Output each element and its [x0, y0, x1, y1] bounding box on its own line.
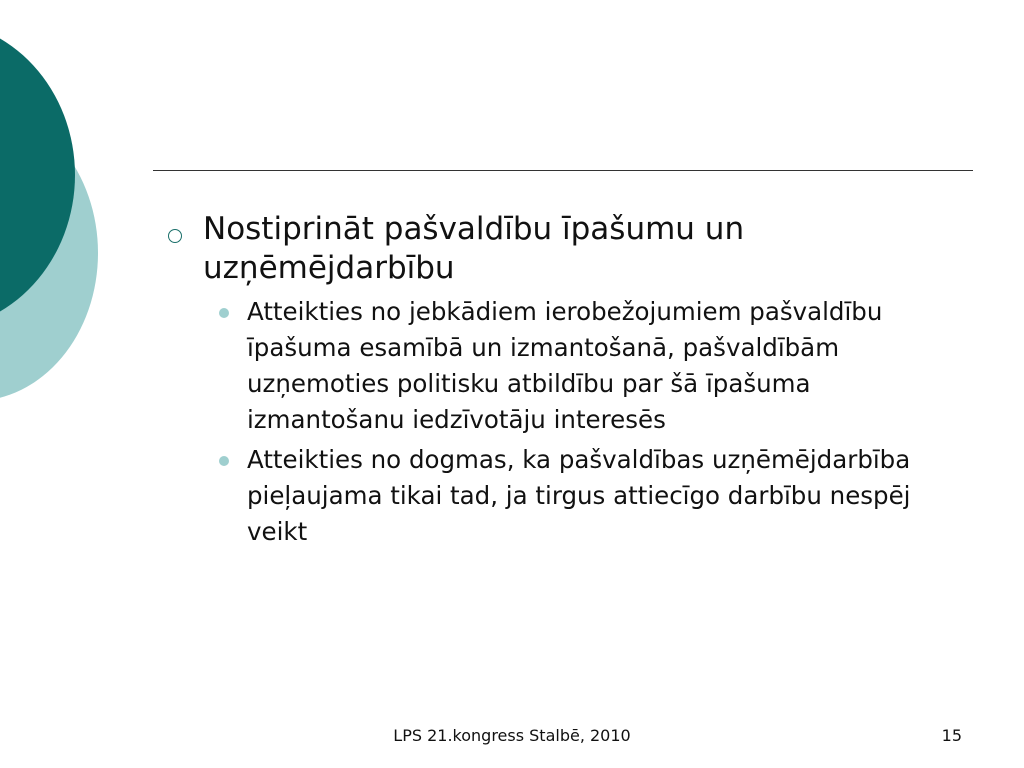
page-number: 15	[941, 726, 962, 745]
level1-bullet	[160, 210, 970, 288]
title-divider	[153, 170, 973, 171]
sub-bullet	[203, 442, 970, 550]
ring-bullet-icon	[168, 229, 182, 243]
dot-bullet-icon	[219, 308, 229, 318]
footer-text: LPS 21.kongress Stalbē, 2010	[393, 726, 631, 745]
dot-bullet-icon	[219, 456, 229, 466]
sub-bullet-text: Atteikties no dogmas, ka pašvaldības uzņēmējdarbība pieļaujama tikai tad, ja tirgus attiecīgo darbību nespēj veikt	[247, 445, 911, 546]
sub-bullet-list	[203, 294, 970, 550]
bullet-heading-text: Nostiprināt pašvaldību īpašumu un uzņēmējdarbību	[203, 211, 745, 286]
sub-bullet	[203, 294, 970, 438]
slide-content	[160, 210, 970, 554]
sub-bullet-text: Atteikties no jebkādiem ierobežojumiem pašvaldību īpašuma esamībā un izmantošanā, pašvaldībām uzņemoties politisku atbildību par šā īpašuma izmantošanu iedzīvotāju interesēs	[247, 297, 883, 434]
